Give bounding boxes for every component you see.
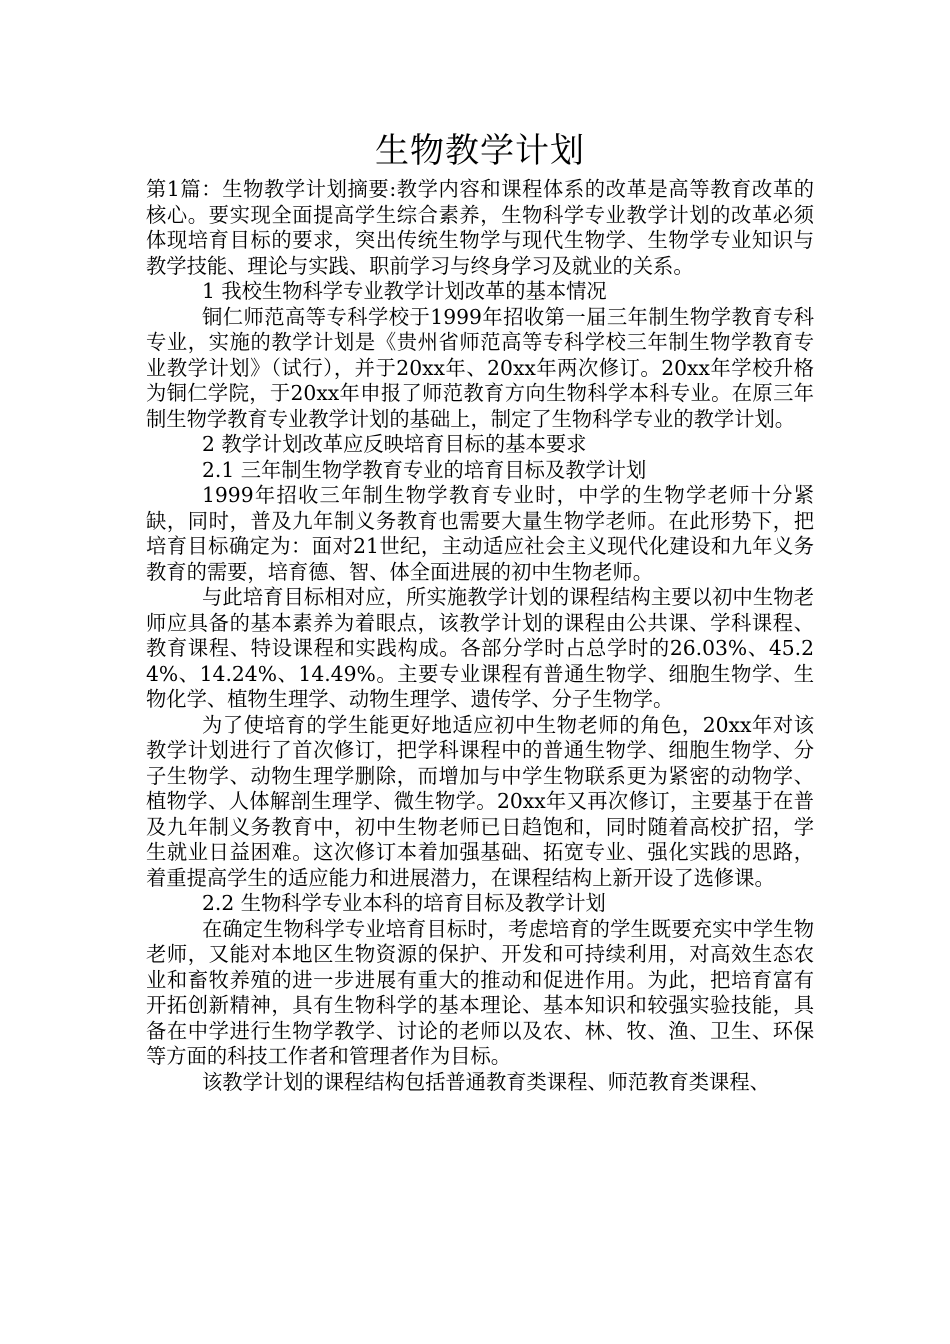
paragraph: 铜仁师范高等专科学校于1999年招收第一届三年制生物学教育专科专业，实施的教学计划是《贵州省师范高等专科学校三年制生物学教育专业教学计划》（试行），并于20xx年、20xx年两次修订。20xx年学校升格为铜仁学院，于20xx年申报了师范教育方向生物科学本科专业。在原三年制生物学教育专业教学计划的基础上，制定了生物科学专业的教学计划。 <box>146 304 814 431</box>
paragraph: 2 教学计划改革应反映培育目标的基本要求 <box>202 432 587 456</box>
paragraph: 1999年招收三年制生物学教育专业时，中学的生物学老师十分紧缺，同时，普及九年制义务教育也需要大量生物学老师。在此形势下，把培育目标确定为：面对21世纪，主动适应社会主义现代化建设和九年义务教育的需要，培育德、智、体全面进展的初中生物老师。 <box>146 483 814 584</box>
paragraph: 2.2 生物科学专业本科的培育目标及教学计划 <box>202 891 606 915</box>
paragraph: 在确定生物科学专业培育目标时，考虑培育的学生既要充实中学生物老师，又能对本地区生物资源的保护、开发和可持续利用，对高效生态农业和畜牧养殖的进一步进展有重大的推动和促进作用。为此，把培育富有开拓创新精神，具有生物科学的基本理论、基本知识和较强实验技能，具备在中学进行生物学教学、讨论的老师以及农、林、牧、渔、卫生、环保等方面的科技工作者和管理者作为目标。 <box>146 916 814 1068</box>
paragraph: 该教学计划的课程结构包括普通教育类课程、师范教育类课程、 <box>202 1069 770 1094</box>
document-page <box>146 125 814 1095</box>
document-title: 生物教学计划 <box>375 131 585 171</box>
paragraph: 第1篇：生物教学计划摘要:教学内容和课程体系的改革是高等教育改革的核心。要实现全面提高学生综合素养，生物科学专业教学计划的改革必须体现培育目标的要求，突出传统生物学与现代生物学、生物学专业知识与教学技能、理论与实践、职前学习与终身学习及就业的关系。 <box>146 177 814 278</box>
paragraph: 与此培育目标相对应，所实施教学计划的课程结构主要以初中生物老师应具备的基本素养为着眼点，该教学计划的课程由公共课、学科课程、教育课程、特设课程和实践构成。各部分学时占总学时的26.03%、45.24%、14.24%、14.49%。主要专业课程有普通生物学、细胞生物学、生物化学、植物生理学、动物生理学、遗传学、分子生物学。 <box>146 585 814 711</box>
document-body <box>146 177 814 1095</box>
paragraph: 2.1 三年制生物学教育专业的培育目标及教学计划 <box>202 457 647 482</box>
paragraph: 为了使培育的学生能更好地适应初中生物老师的角色，20xx年对该教学计划进行了首次修订，把学科课程中的普通生物学、细胞生物学、分子生物学、动物生理学删除，而增加与中学生物联系更为紧密的动物学、植物学、人体解剖生理学、微生物学。20xx年又再次修订，主要基于在普及九年制义务教育中，初中生物老师已日趋饱和，同时随着高校扩招，学生就业日益困难。这次修订本着加强基础、拓宽专业、强化实践的思路，着重提高学生的适应能力和进展潜力，在课程结构上新开设了选修课。 <box>146 712 814 890</box>
paragraph: 1 我校生物科学专业教学计划改革的基本情况 <box>202 279 607 303</box>
